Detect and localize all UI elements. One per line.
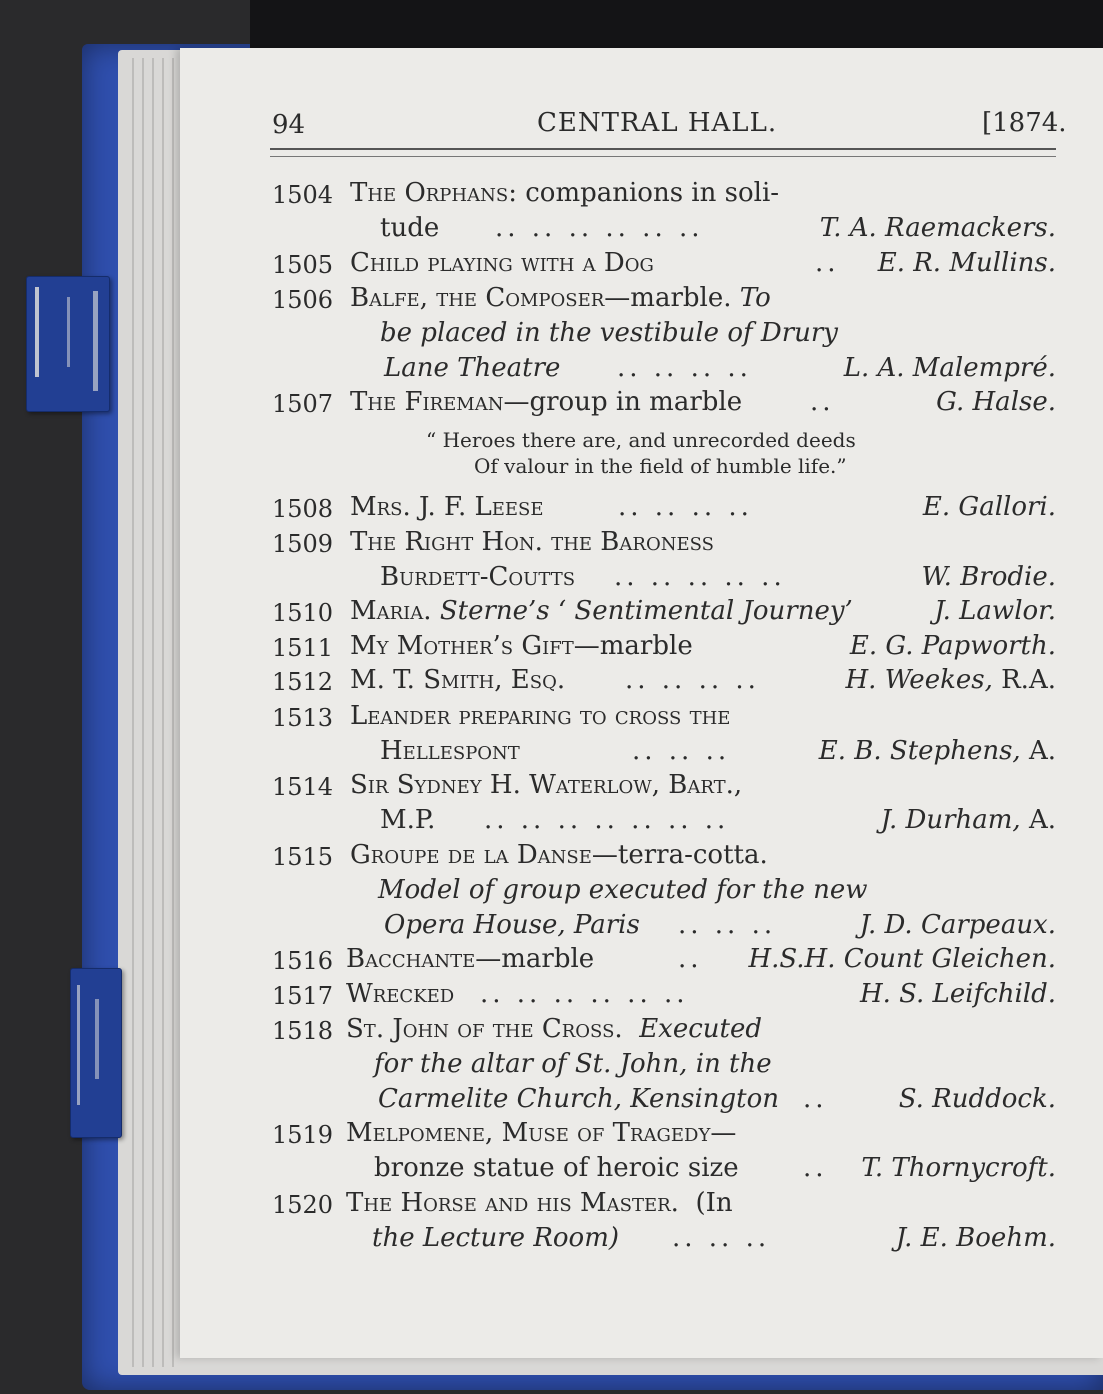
entry-description: Executed [639, 1014, 763, 1044]
entry-description: —marble [573, 631, 693, 661]
artist-name: H. S. Leifchild. [859, 979, 1056, 1009]
entry-title-continued: Hellespont [380, 736, 520, 766]
artist-credit [846, 667, 1057, 693]
entry-number: 1514 [272, 773, 334, 801]
artist-name: J. Durham, [880, 805, 1021, 835]
dot-leader: .. .. .. .. .. .. [495, 213, 704, 243]
entry-title-line [350, 180, 779, 206]
entry-number: 1516 [272, 947, 334, 975]
entry-description: : companions in soli- [508, 178, 780, 208]
entry-title: M. T. Smith, Esq. [350, 665, 566, 695]
artist-name: J. D. Carpeaux. [859, 910, 1056, 940]
header-rule-thin [270, 156, 1056, 157]
entry-number: 1510 [272, 599, 334, 627]
entry-title: The Fireman [350, 387, 504, 417]
page-number: 94 [272, 110, 306, 140]
entry-title: The Orphans [350, 178, 509, 208]
artist-name: T. A. Raemackers. [819, 213, 1056, 243]
entry-description: the Lecture Room) [372, 1223, 620, 1253]
dot-leader: .. .. .. .. [617, 353, 752, 383]
entry-number: 1509 [272, 530, 334, 558]
entry-description: bronze statue of heroic size [374, 1153, 739, 1183]
entry-number: 1520 [272, 1191, 334, 1219]
entry-title-line [346, 946, 594, 972]
artist-credit [819, 738, 1056, 764]
header-rule [270, 148, 1056, 150]
dot-leader: .. .. .. [632, 736, 731, 766]
academy-suffix: R.A. [1001, 665, 1056, 695]
entry-description: —terra-cotta. [591, 840, 768, 870]
artist-name: W. Brodie. [921, 562, 1056, 592]
entry-title-line [346, 1120, 736, 1146]
entry-title-continued: M.P. [380, 805, 436, 835]
academy-suffix: A. [1028, 736, 1056, 766]
dot-leader: .. [815, 248, 840, 278]
dot-leader: .. .. .. .. .. [614, 562, 786, 592]
entry-title-line [350, 633, 693, 659]
artist-name: G. Halse. [936, 387, 1056, 417]
artist-name: H. Weekes, [845, 665, 993, 695]
entry-description: for the altar of St. John, in the [374, 1049, 772, 1079]
dot-leader: .. .. .. [672, 1223, 771, 1253]
artist-name: T. Thornycroft. [861, 1153, 1056, 1183]
dot-leader: .. [678, 944, 703, 974]
entry-description: be placed in the vestibule of Drury [380, 318, 838, 348]
entry-description: —group in marble [503, 387, 743, 417]
entry-number: 1512 [272, 668, 334, 696]
entry-title: Child playing with a Dog [350, 248, 654, 278]
entry-number: 1505 [272, 251, 334, 279]
entry-description: To [739, 283, 771, 313]
dot-leader: .. .. .. .. [625, 665, 760, 695]
entry-description: Opera House, Paris [384, 910, 640, 940]
academy-suffix: A. [1028, 805, 1056, 835]
entry-number: 1517 [272, 982, 334, 1010]
dot-leader: .. [803, 1153, 828, 1183]
entry-description: Carmelite Church, Kensington [378, 1084, 779, 1114]
entry-number: 1506 [272, 286, 334, 314]
entry-title: Mrs. J. F. Leese [350, 492, 544, 522]
artist-name: J. Lawlor. [934, 596, 1056, 626]
entry-title: Melpomene, Muse of Tragedy [346, 1118, 711, 1148]
entry-title: Groupe de la Danse [350, 840, 592, 870]
entry-number: 1515 [272, 843, 334, 871]
artist-name: E. G. Papworth. [849, 631, 1056, 661]
entry-title-continued: Burdett-Coutts [380, 562, 576, 592]
entry-title: The Right Hon. the Baroness [350, 527, 714, 557]
entry-title: Bacchante [346, 944, 476, 974]
entry-number: 1507 [272, 390, 334, 418]
entry-title-line [350, 389, 742, 415]
entry-number: 1513 [272, 704, 334, 732]
entry-title: The Horse and his Master. [346, 1188, 679, 1218]
dot-leader: .. .. .. [678, 910, 777, 940]
entry-number: 1519 [272, 1121, 334, 1149]
entry-number: 1511 [272, 634, 334, 662]
entry-description: Sterne’s ‘ Sentimental Journey’ [439, 596, 853, 626]
dot-leader: .. [810, 387, 835, 417]
entry-description: Lane Theatre [384, 353, 561, 383]
entry-title: Wrecked [346, 979, 455, 1009]
artist-name: E. Gallori. [922, 492, 1056, 522]
artist-name: E. B. Stephens, [818, 736, 1021, 766]
entry-number: 1504 [272, 181, 334, 209]
entry-title: St. John of the Cross. [346, 1014, 623, 1044]
artist-name: L. A. Malempré. [843, 353, 1056, 383]
entry-description: — [710, 1118, 737, 1148]
running-year: [1874. [982, 108, 1067, 138]
entry-title-line [350, 598, 853, 624]
entry-title: Sir Sydney H. Waterlow, Bart., [350, 770, 743, 800]
dot-leader: .. .. .. .. .. .. .. [484, 805, 730, 835]
entry-title: Leander preparing to cross the [350, 701, 731, 731]
entry-title: My Mother’s Gift [350, 631, 574, 661]
entry-description: —marble [475, 944, 595, 974]
artist-name: J. E. Boehm. [895, 1223, 1056, 1253]
quotation-line: Of valour in the field of humble life.” [474, 454, 847, 478]
bookmark-tab-top [26, 276, 110, 412]
bookmark-tab-bottom [70, 968, 122, 1138]
entry-number: 1508 [272, 495, 334, 523]
entry-title-line [350, 842, 768, 868]
entry-title: Balfe, the Composer [350, 283, 605, 313]
entry-description: tude [380, 213, 440, 243]
quotation-line: “ Heroes there are, and unrecorded deeds [426, 428, 856, 452]
entry-description: (In [695, 1188, 733, 1218]
dot-leader: .. .. .. .. .. .. [480, 979, 689, 1009]
artist-name: E. R. Mullins. [877, 248, 1056, 278]
dot-leader: .. .. .. .. [618, 492, 753, 522]
entry-title-line [350, 285, 771, 311]
artist-name: H.S.H. Count Gleichen. [748, 944, 1056, 974]
entry-title-line [346, 1190, 733, 1216]
running-head: CENTRAL HALL. [537, 108, 778, 138]
entry-description: —marble. [604, 283, 732, 313]
dot-leader: .. [803, 1084, 828, 1114]
entry-title-line [346, 1016, 762, 1042]
entry-title: Maria. [350, 596, 432, 626]
artist-name: S. Ruddock. [898, 1084, 1056, 1114]
entry-description: Model of group executed for the new [378, 875, 868, 905]
entry-number: 1518 [272, 1017, 334, 1045]
artist-credit [881, 807, 1056, 833]
